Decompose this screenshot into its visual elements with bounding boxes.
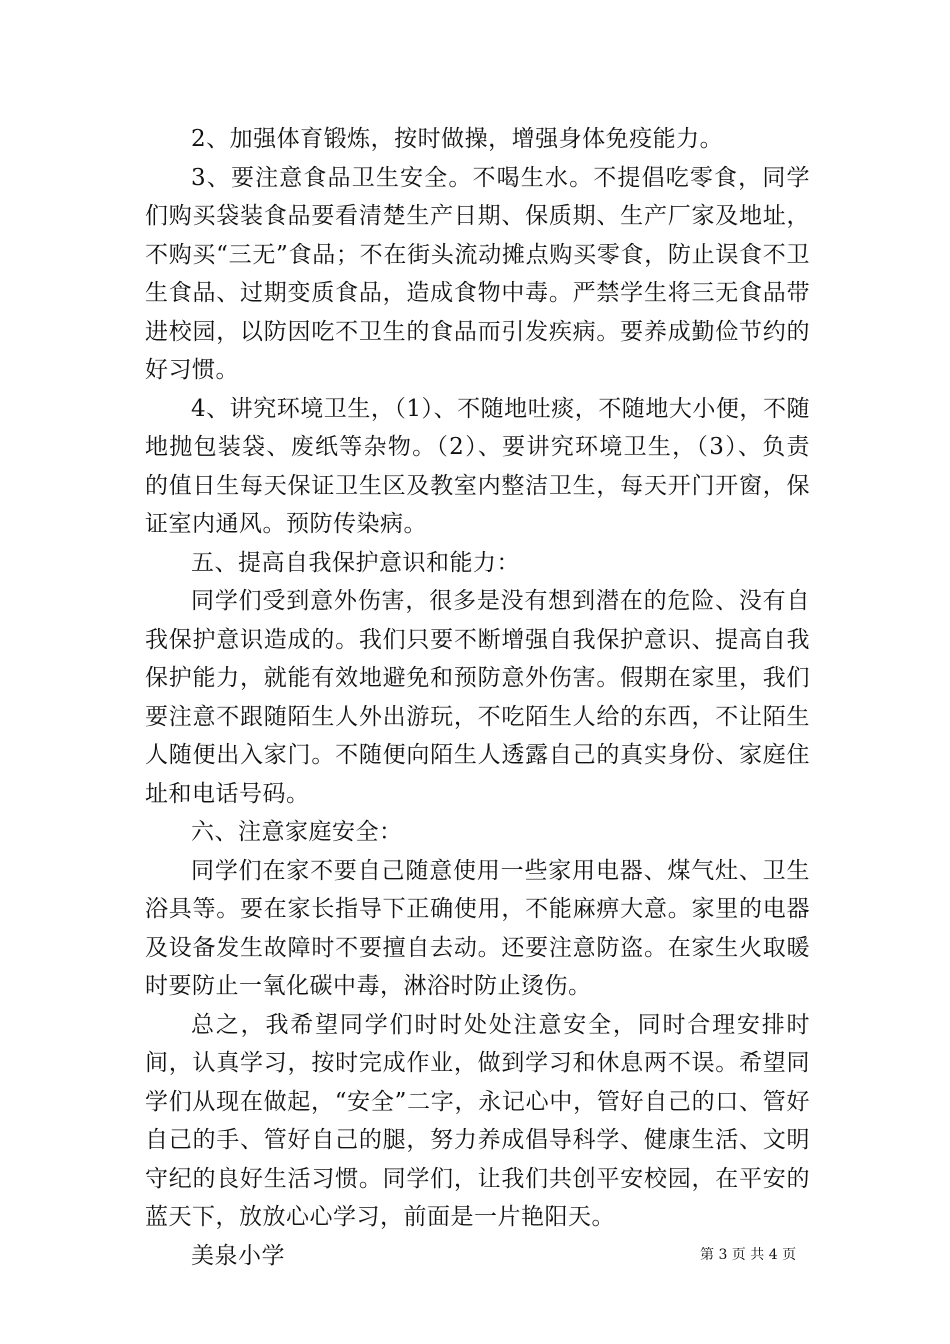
paragraph-home-safety: 同学们在家不要自己随意使用一些家用电器、煤气灶、卫生浴具等。要在家长指导下正确使用，不能麻痹大意。家里的电器及设备发生故障时不要擅自去动。还要注意防盗。在家生火取暖时要防止一氧化碳中毒，淋浴时防止烫伤。	[145, 857, 810, 999]
page-number-footer: 第 3 页 共 4 页	[700, 1247, 797, 1263]
section-heading-home-safety: 六、注意家庭安全：	[191, 819, 403, 845]
document-body	[145, 120, 810, 1275]
paragraph-exercise: 2、加强体育锻炼，按时做操，增强身体免疫能力。	[191, 126, 724, 152]
paragraph-conclusion: 总之，我希望同学们时时处处注意安全，同时合理安排时间，认真学习，按时完成作业，做到学习和休息两不误。希望同学们从现在做起，“安全”二字，永记心中，管好自己的口、管好自己的手、管好自己的腿，努力养成倡导科学、健康生活、文明守纪的良好生活习惯。同学们，让我们共创平安校园，在平安的蓝天下，放放心心学习，前面是一片艳阳天。	[145, 1011, 810, 1230]
signature-school-name: 美泉小学	[191, 1242, 285, 1269]
paragraph-self-protection: 同学们受到意外伤害，很多是没有想到潜在的危险、没有自我保护意识造成的。我们只要不断增强自我保护意识、提高自我保护能力，就能有效地避免和预防意外伤害。假期在家里，我们要注意不跟随陌生人外出游玩，不吃陌生人给的东西，不让陌生人随便出入家门。不随便向陌生人透露自己的真实身份、家庭住址和电话号码。	[145, 588, 810, 807]
paragraph-food-safety: 3、要注意食品卫生安全。不喝生水。不提倡吃零食，同学们购买袋装食品要看清楚生产日期、保质期、生产厂家及地址，不购买“三无”食品；不在街头流动摊点购买零食，防止误食不卫生食品、过期变质食品，造成食物中毒。严禁学生将三无食品带进校园，以防因吃不卫生的食品而引发疾病。要养成勤俭节约的好习惯。	[145, 164, 810, 383]
section-heading-self-protection: 五、提高自我保护意识和能力：	[191, 549, 520, 576]
paragraph-hygiene: 4、讲究环境卫生，（1）、不随地吐痰，不随地大小便，不随地抛包装袋、废纸等杂物。（2）、要讲究环境卫生，（3）、负责的值日生每天保证卫生区及教室内整洁卫生，每天开门开窗，保证室内通风。预防传染病。	[145, 395, 810, 537]
